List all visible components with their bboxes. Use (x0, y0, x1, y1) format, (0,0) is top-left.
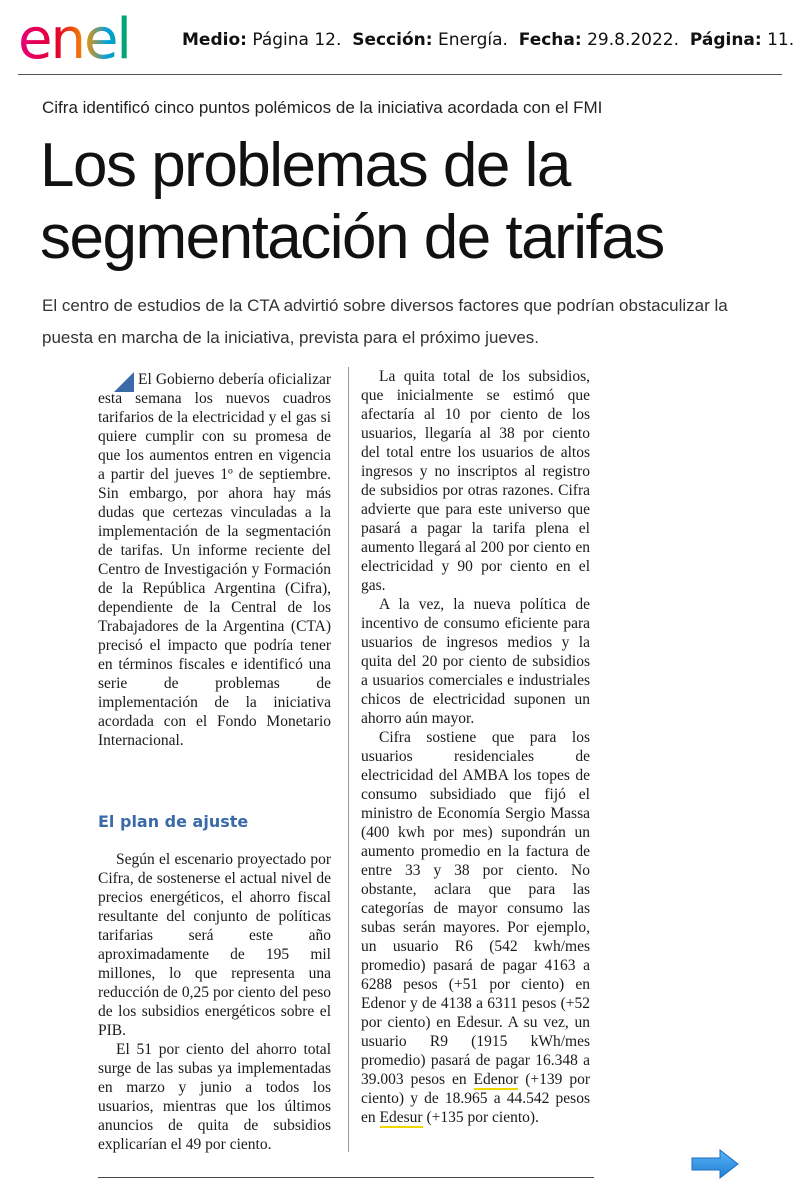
article-headline (40, 130, 780, 274)
svg-text:enel: enel (18, 7, 130, 68)
medio-value: Página 12. (252, 30, 342, 50)
seccion-label: Sección: (352, 30, 433, 50)
article-kicker: Cifra identificó cinco puntos polémicos de la iniciativa acordada con el FMI (42, 98, 603, 117)
intro-paragraph: El Gobierno debería oficializar esta semana los nuevos cuadros tarifarios de la electricidad y el gas si quiere cumplir con su promesa de que los aumentos entren en vigencia a partir del jueves 1º de septiembre. Sin embargo, por ahora hay más dudas que certezas vinculadas a la implementación de la segmentación de tarifas. Un informe reciente del Centro de Investigación y Formación de la República Argentina (Cifra), dependiente de la Central de los Trabajadores de la Argentina (CTA) precisó el impacto que podría tener en términos fiscales e identificó una serie de problemas de implementación de la iniciativa acordada con el Fondo Monetario Internacional. (98, 371, 331, 749)
seccion-value: Energía. (437, 30, 508, 50)
section-subhead: El plan de ajuste (98, 812, 249, 831)
header-divider (18, 74, 782, 75)
medio-label: Medio: (182, 30, 247, 50)
pagina-label: Página: (689, 30, 762, 50)
column-2 (361, 367, 590, 1127)
arrow-right-icon[interactable] (690, 1148, 740, 1180)
article-lede: El centro de estudios de la CTA advirtió sobre diversos factores que podrían obstaculizar la puesta en marcha de la iniciativa, prevista para el próximo jueves. (42, 296, 728, 347)
efficiency-paragraph: A la vez, la nueva política de incentivo de consumo eficiente para usuarios de ingresos medios y la quita del 20 por ciento de subsidios a usuarios comerciales e industriales chicos de electricidad suponen un ahorro aún mayor. (361, 596, 590, 727)
fecha-value: 29.8.2022. (587, 30, 680, 50)
header-metadata (182, 30, 794, 50)
subsidies-paragraph: La quita total de los subsidios, que inicialmente se estimó que afectaría al 10 por ciento de los usuarios, llegaría al 38 por ciento del total entre los usuarios de altos ingresos y no inscriptos al registro de subsidios por otras razones. Cifra advierte que para este universo que pasará a pagar la tarifa plena el aumento llegará al 200 por ciento en electricidad y 90 por ciento en el gas. (361, 368, 590, 594)
column-1-intro (98, 370, 331, 750)
plan-paragraph-1: Según el escenario proyectado por Cifra, de sostenerse el actual nivel de precios energéticos, el ahorro fiscal resultante del conjunto de políticas tarifarias será este año aproximadamente de 195 mil millones, lo que representa una reducción de 0,25 por ciento del peso de los subsidios energéticos sobre el PIB. (98, 851, 331, 1039)
fecha-label: Fecha: (518, 30, 582, 50)
plan-paragraph-2: El 51 por ciento del ahorro total surge de las subas ya implementadas en marzo y junio a todos los usuarios, mientras que los últimos anuncios de quita de subsidios explicarían el 49 por ciento. (98, 1041, 331, 1153)
edesur-highlight: Edesur (379, 1109, 423, 1126)
edenor-highlight: Edenor (473, 1071, 519, 1088)
bottom-divider (98, 1177, 594, 1178)
column-divider (348, 367, 349, 1152)
headline-line-2: segmentación de tarifas (40, 203, 664, 272)
column-1-plan (98, 850, 331, 1154)
pagina-value: 11. (767, 30, 795, 50)
tariff-examples-paragraph: Cifra sostiene que para los usuarios residenciales de electricidad del AMBA los topes de consumo subsidiado que fijó el ministro de Economía Sergio Massa (400 kwh por mes) supondrán un aumento promedio en la factura de entre 33 y 38 por ciento. No obstante, aclara que para las categorías de mayor consumo las subas serán mayores. Por ejemplo, un usuario R6 (542 kwh/mes promedio) pasará de pagar 4163 a 6288 pesos (+51 por ciento) en Edenor y de 4138 a 6311 pesos (+52 por ciento) en Edesur. A su vez, un usuario R9 (1915 kWh/mes promedio) pasará de pagar 16.348 a 39.003 pesos en Edenor (+139 por ciento) y de 18.965 a 44.542 pesos en Edesur (+135 por ciento). (361, 729, 590, 1126)
headline-line-1: Los problemas de la (40, 131, 570, 200)
enel-logo (18, 6, 168, 68)
